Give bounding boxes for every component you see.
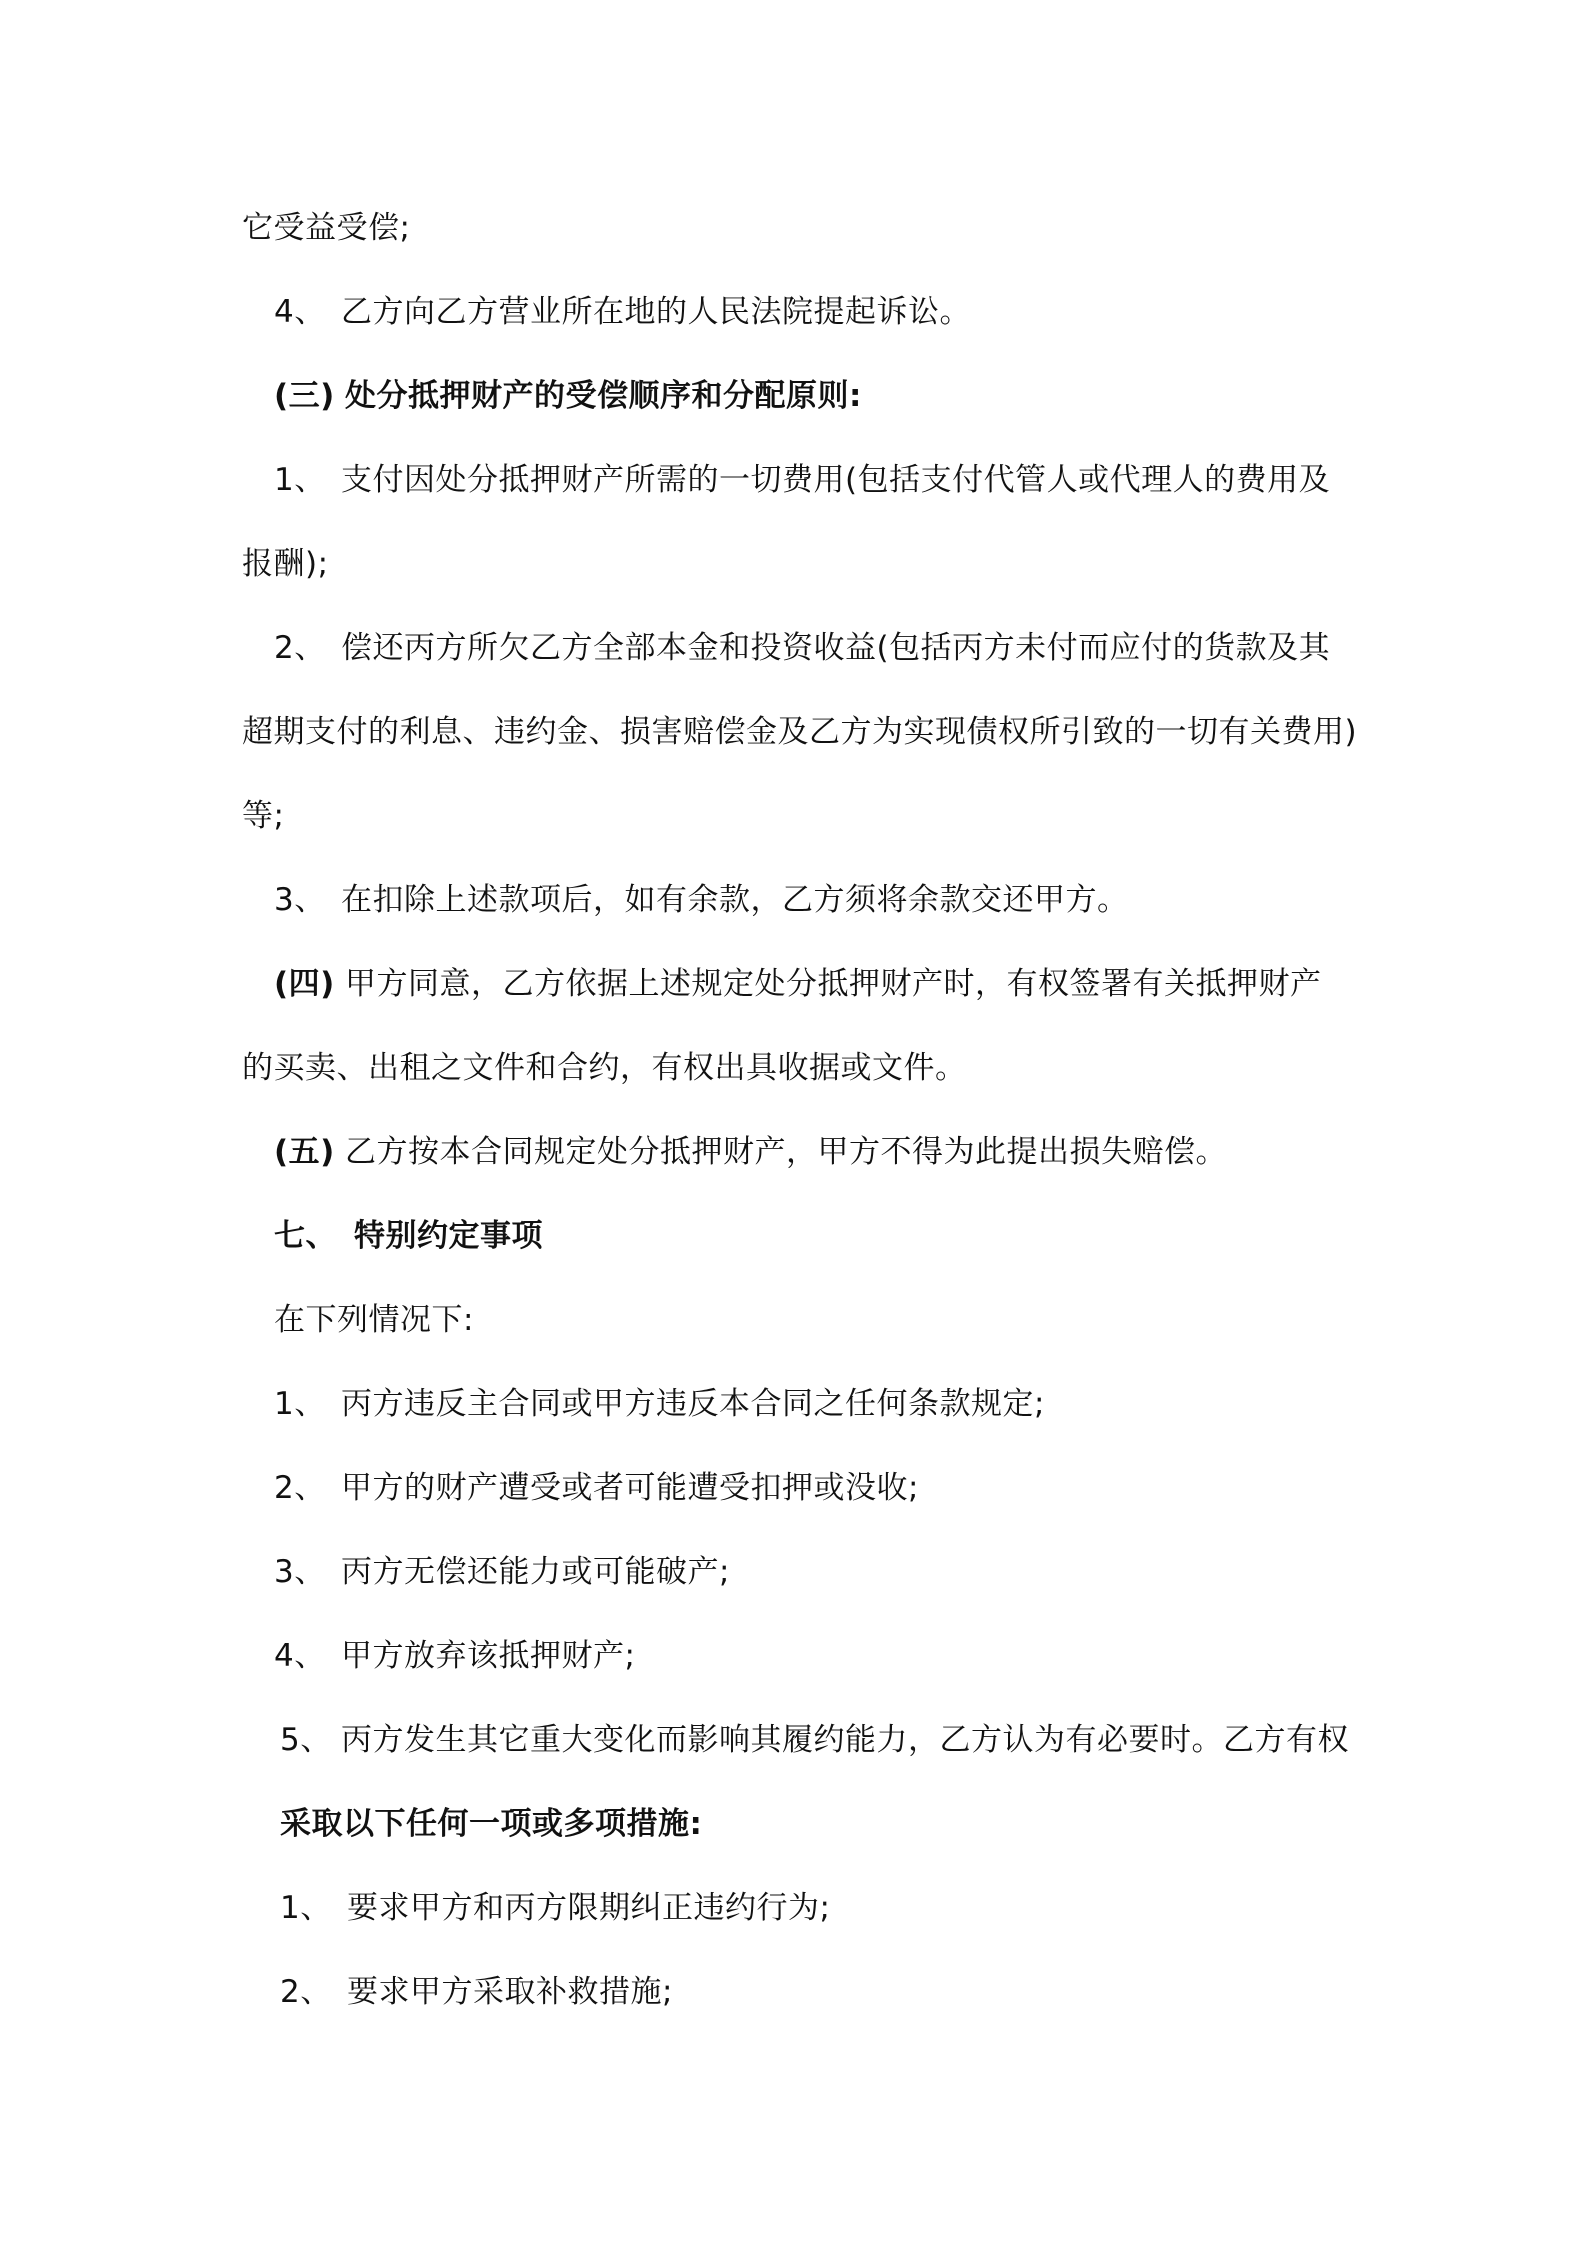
section-heading: [274, 376, 862, 416]
list-item: [274, 964, 1322, 1004]
list-item: [274, 1468, 919, 1508]
item-number: 1、: [280, 1890, 332, 1926]
line-text: 等;: [242, 798, 285, 834]
list-item: [274, 880, 1129, 920]
item-text: 丙方发生其它重大变化而影响其履约能力，乙方认为有必要时。乙方有权: [341, 1722, 1349, 1758]
item-text: 甲方同意，乙方依据上述规定处分抵押财产时，有权签署有关抵押财产: [345, 966, 1322, 1002]
section-number: 七、: [274, 1218, 337, 1254]
line-text: 超期支付的利息、违约金、损害赔偿金及乙方为实现债权所引致的一切有关费用): [242, 714, 1358, 750]
list-item: [274, 628, 1330, 668]
item-text: 乙方向乙方营业所在地的人民法院提起诉讼。: [341, 294, 971, 330]
item-text: 偿还丙方所欠乙方全部本金和投资收益(包括丙方未付而应付的货款及其: [341, 630, 1331, 666]
item-number: 3、: [274, 1554, 326, 1590]
item-number: 2、: [274, 630, 326, 666]
section-number: (五): [274, 1134, 335, 1170]
item-text: 丙方无偿还能力或可能破产;: [341, 1554, 730, 1590]
list-item: [274, 1132, 1227, 1172]
item-number: 3、: [274, 882, 326, 918]
line-text: 的买卖、出租之文件和合约，有权出具收据或文件。: [242, 1050, 967, 1086]
line-text: 报酬);: [242, 546, 329, 582]
list-item: [274, 1552, 730, 1592]
paragraph-line: [242, 1048, 967, 1088]
item-number: 1、: [274, 1386, 326, 1422]
paragraph-line: [242, 208, 410, 248]
section-title: 处分抵押财产的受偿顺序和分配原则:: [345, 378, 862, 414]
paragraph-line: [242, 796, 284, 836]
item-text: 支付因处分抵押财产所需的一切费用(包括支付代管人或代理人的费用及: [341, 462, 1331, 498]
paragraph-line: [280, 1804, 702, 1844]
item-text: 甲方放弃该抵押财产;: [341, 1638, 636, 1674]
list-item: [274, 292, 971, 332]
list-item: [280, 1888, 830, 1928]
section-heading: [274, 1216, 543, 1256]
section-number: (四): [274, 966, 335, 1002]
item-number: 4、: [274, 1638, 326, 1674]
item-number: 2、: [280, 1974, 332, 2010]
paragraph-line: [242, 544, 329, 584]
line-text: 在下列情况下:: [274, 1302, 474, 1338]
item-text: 乙方按本合同规定处分抵押财产，甲方不得为此提出损失赔偿。: [345, 1134, 1227, 1170]
item-text: 甲方的财产遭受或者可能遭受扣押或没收;: [341, 1470, 919, 1506]
item-number: 5、: [280, 1722, 332, 1758]
section-number: (三): [274, 378, 335, 414]
item-text: 在扣除上述款项后，如有余款，乙方须将余款交还甲方。: [341, 882, 1129, 918]
list-item: [274, 1636, 635, 1676]
list-item: [274, 460, 1330, 500]
line-text: 采取以下任何一项或多项措施:: [280, 1806, 703, 1842]
list-item: [280, 1720, 1349, 1760]
line-text: 它受益受偿;: [242, 210, 411, 246]
section-title: 特别约定事项: [354, 1218, 543, 1254]
item-text: 要求甲方和丙方限期纠正违约行为;: [347, 1890, 831, 1926]
item-number: 1、: [274, 462, 326, 498]
paragraph-line: [274, 1300, 474, 1340]
item-text: 要求甲方采取补救措施;: [347, 1974, 673, 2010]
paragraph-line: [242, 712, 1357, 752]
list-item: [274, 1384, 1045, 1424]
item-text: 丙方违反主合同或甲方违反本合同之任何条款规定;: [341, 1386, 1045, 1422]
item-number: 2、: [274, 1470, 326, 1506]
list-item: [280, 1972, 673, 2012]
item-number: 4、: [274, 294, 326, 330]
